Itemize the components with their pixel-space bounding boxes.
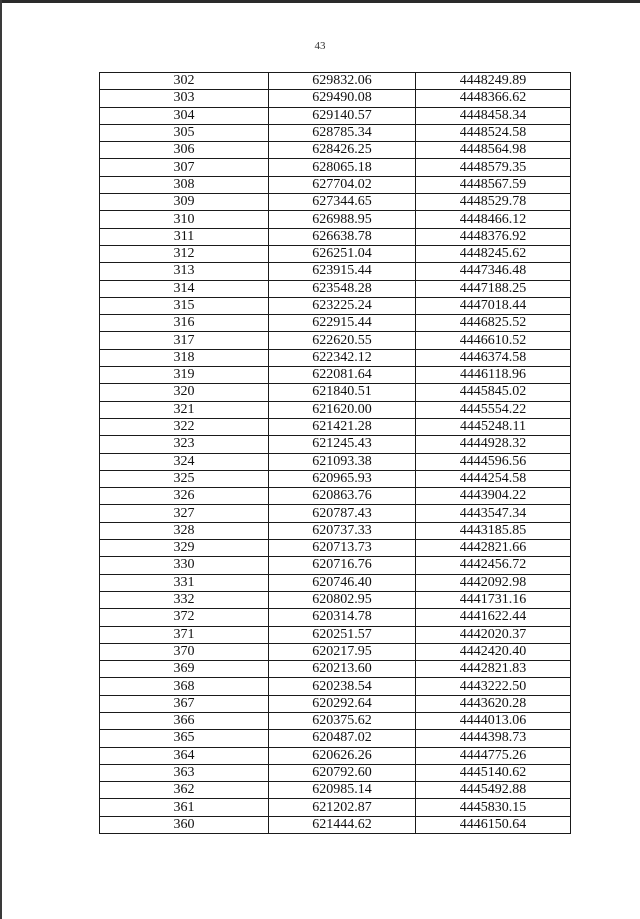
- table-row: [100, 367, 571, 384]
- x-coordinate-cell: 620802.95: [269, 591, 416, 608]
- table-row: [100, 678, 571, 695]
- table-row: [100, 799, 571, 816]
- point-number-cell: 304: [100, 107, 269, 124]
- table-row: [100, 557, 571, 574]
- point-number-cell: 366: [100, 712, 269, 729]
- y-coordinate-cell: 4441731.16: [416, 591, 571, 608]
- x-coordinate-cell: 620713.73: [269, 540, 416, 557]
- y-coordinate-cell: 4444013.06: [416, 712, 571, 729]
- y-coordinate-cell: 4441622.44: [416, 609, 571, 626]
- table-row: [100, 194, 571, 211]
- x-coordinate-cell: 622915.44: [269, 315, 416, 332]
- table-row: [100, 643, 571, 660]
- y-coordinate-cell: 4442420.40: [416, 643, 571, 660]
- y-coordinate-cell: 4444254.58: [416, 470, 571, 487]
- x-coordinate-cell: 620213.60: [269, 661, 416, 678]
- x-coordinate-cell: 622342.12: [269, 349, 416, 366]
- page-number: 43: [314, 40, 326, 52]
- point-number-cell: 324: [100, 453, 269, 470]
- point-number-cell: 365: [100, 730, 269, 747]
- y-coordinate-cell: 4448245.62: [416, 245, 571, 262]
- x-coordinate-cell: 620487.02: [269, 730, 416, 747]
- x-coordinate-cell: 626988.95: [269, 211, 416, 228]
- x-coordinate-cell: 620863.76: [269, 488, 416, 505]
- y-coordinate-cell: 4445845.02: [416, 384, 571, 401]
- x-coordinate-cell: 629832.06: [269, 73, 416, 90]
- x-coordinate-cell: 623915.44: [269, 263, 416, 280]
- table-row: [100, 315, 571, 332]
- x-coordinate-cell: 620746.40: [269, 574, 416, 591]
- table-row: [100, 505, 571, 522]
- table-row: [100, 661, 571, 678]
- table-row: [100, 782, 571, 799]
- x-coordinate-cell: 621093.38: [269, 453, 416, 470]
- point-number-cell: 372: [100, 609, 269, 626]
- y-coordinate-cell: 4445492.88: [416, 782, 571, 799]
- point-number-cell: 368: [100, 678, 269, 695]
- y-coordinate-cell: 4443222.50: [416, 678, 571, 695]
- table-row: [100, 384, 571, 401]
- y-coordinate-cell: 4448564.98: [416, 142, 571, 159]
- point-number-cell: 309: [100, 194, 269, 211]
- y-coordinate-cell: 4446374.58: [416, 349, 571, 366]
- point-number-cell: 329: [100, 540, 269, 557]
- point-number-cell: 310: [100, 211, 269, 228]
- x-coordinate-cell: 622081.64: [269, 367, 416, 384]
- table-row: [100, 453, 571, 470]
- y-coordinate-cell: 4448249.89: [416, 73, 571, 90]
- table-row: [100, 159, 571, 176]
- y-coordinate-cell: 4442092.98: [416, 574, 571, 591]
- table-row: [100, 176, 571, 193]
- point-number-cell: 306: [100, 142, 269, 159]
- y-coordinate-cell: 4447018.44: [416, 297, 571, 314]
- x-coordinate-cell: 621444.62: [269, 816, 416, 833]
- x-coordinate-cell: 622620.55: [269, 332, 416, 349]
- table-row: [100, 332, 571, 349]
- point-number-cell: 331: [100, 574, 269, 591]
- y-coordinate-cell: 4444775.26: [416, 747, 571, 764]
- y-coordinate-cell: 4442821.66: [416, 540, 571, 557]
- point-number-cell: 322: [100, 418, 269, 435]
- x-coordinate-cell: 621620.00: [269, 401, 416, 418]
- table-row: [100, 349, 571, 366]
- table-row: [100, 488, 571, 505]
- point-number-cell: 303: [100, 90, 269, 107]
- x-coordinate-cell: 620792.60: [269, 764, 416, 781]
- point-number-cell: 307: [100, 159, 269, 176]
- table-row: [100, 540, 571, 557]
- table-row: [100, 90, 571, 107]
- point-number-cell: 325: [100, 470, 269, 487]
- table-row: [100, 816, 571, 833]
- x-coordinate-cell: 621421.28: [269, 418, 416, 435]
- table-row: [100, 591, 571, 608]
- point-number-cell: 317: [100, 332, 269, 349]
- y-coordinate-cell: 4448524.58: [416, 124, 571, 141]
- x-coordinate-cell: 629140.57: [269, 107, 416, 124]
- table-row: [100, 263, 571, 280]
- y-coordinate-cell: 4442821.83: [416, 661, 571, 678]
- x-coordinate-cell: 629490.08: [269, 90, 416, 107]
- x-coordinate-cell: 620787.43: [269, 505, 416, 522]
- table-row: [100, 73, 571, 90]
- y-coordinate-cell: 4446825.52: [416, 315, 571, 332]
- table-row: [100, 522, 571, 539]
- table-row: [100, 418, 571, 435]
- x-coordinate-cell: 626251.04: [269, 245, 416, 262]
- y-coordinate-cell: 4448567.59: [416, 176, 571, 193]
- x-coordinate-cell: 620985.14: [269, 782, 416, 799]
- x-coordinate-cell: 620292.64: [269, 695, 416, 712]
- table-row: [100, 436, 571, 453]
- page-left-edge: [0, 0, 2, 919]
- point-number-cell: 315: [100, 297, 269, 314]
- table-row: [100, 730, 571, 747]
- point-number-cell: 360: [100, 816, 269, 833]
- point-number-cell: 369: [100, 661, 269, 678]
- y-coordinate-cell: 4445554.22: [416, 401, 571, 418]
- point-number-cell: 370: [100, 643, 269, 660]
- y-coordinate-cell: 4443185.85: [416, 522, 571, 539]
- table-row: [100, 712, 571, 729]
- point-number-cell: 362: [100, 782, 269, 799]
- y-coordinate-cell: 4444596.56: [416, 453, 571, 470]
- x-coordinate-cell: 628065.18: [269, 159, 416, 176]
- x-coordinate-cell: 620238.54: [269, 678, 416, 695]
- y-coordinate-cell: 4446150.64: [416, 816, 571, 833]
- y-coordinate-cell: 4443547.34: [416, 505, 571, 522]
- x-coordinate-cell: 626638.78: [269, 228, 416, 245]
- x-coordinate-cell: 620737.33: [269, 522, 416, 539]
- point-number-cell: 326: [100, 488, 269, 505]
- y-coordinate-cell: 4445830.15: [416, 799, 571, 816]
- table-row: [100, 280, 571, 297]
- point-number-cell: 371: [100, 626, 269, 643]
- point-number-cell: 311: [100, 228, 269, 245]
- point-number-cell: 332: [100, 591, 269, 608]
- table-row: [100, 124, 571, 141]
- y-coordinate-cell: 4447188.25: [416, 280, 571, 297]
- y-coordinate-cell: 4445248.11: [416, 418, 571, 435]
- point-number-cell: 312: [100, 245, 269, 262]
- point-number-cell: 367: [100, 695, 269, 712]
- y-coordinate-cell: 4443620.28: [416, 695, 571, 712]
- point-number-cell: 361: [100, 799, 269, 816]
- y-coordinate-cell: 4445140.62: [416, 764, 571, 781]
- x-coordinate-cell: 620217.95: [269, 643, 416, 660]
- y-coordinate-cell: 4443904.22: [416, 488, 571, 505]
- table-row: [100, 401, 571, 418]
- x-coordinate-cell: 623548.28: [269, 280, 416, 297]
- table-row: [100, 470, 571, 487]
- table-row: [100, 747, 571, 764]
- x-coordinate-cell: 620716.76: [269, 557, 416, 574]
- point-number-cell: 330: [100, 557, 269, 574]
- table-row: [100, 228, 571, 245]
- point-number-cell: 320: [100, 384, 269, 401]
- x-coordinate-cell: 621245.43: [269, 436, 416, 453]
- table-row: [100, 245, 571, 262]
- point-number-cell: 316: [100, 315, 269, 332]
- point-number-cell: 313: [100, 263, 269, 280]
- y-coordinate-cell: 4448579.35: [416, 159, 571, 176]
- point-number-cell: 363: [100, 764, 269, 781]
- point-number-cell: 327: [100, 505, 269, 522]
- table-row: [100, 695, 571, 712]
- y-coordinate-cell: 4442456.72: [416, 557, 571, 574]
- y-coordinate-cell: 4444398.73: [416, 730, 571, 747]
- y-coordinate-cell: 4448366.62: [416, 90, 571, 107]
- x-coordinate-cell: 620375.62: [269, 712, 416, 729]
- coordinates-table-body: [100, 73, 571, 834]
- x-coordinate-cell: 627344.65: [269, 194, 416, 211]
- y-coordinate-cell: 4442020.37: [416, 626, 571, 643]
- y-coordinate-cell: 4446610.52: [416, 332, 571, 349]
- point-number-cell: 323: [100, 436, 269, 453]
- table-row: [100, 609, 571, 626]
- point-number-cell: 318: [100, 349, 269, 366]
- point-number-cell: 364: [100, 747, 269, 764]
- table-row: [100, 626, 571, 643]
- y-coordinate-cell: 4448466.12: [416, 211, 571, 228]
- table-row: [100, 142, 571, 159]
- point-number-cell: 305: [100, 124, 269, 141]
- x-coordinate-cell: 628785.34: [269, 124, 416, 141]
- point-number-cell: 321: [100, 401, 269, 418]
- point-number-cell: 302: [100, 73, 269, 90]
- y-coordinate-cell: 4444928.32: [416, 436, 571, 453]
- point-number-cell: 319: [100, 367, 269, 384]
- point-number-cell: 328: [100, 522, 269, 539]
- x-coordinate-cell: 628426.25: [269, 142, 416, 159]
- table-row: [100, 764, 571, 781]
- table-row: [100, 574, 571, 591]
- x-coordinate-cell: 620251.57: [269, 626, 416, 643]
- x-coordinate-cell: 627704.02: [269, 176, 416, 193]
- point-number-cell: 314: [100, 280, 269, 297]
- x-coordinate-cell: 621202.87: [269, 799, 416, 816]
- y-coordinate-cell: 4447346.48: [416, 263, 571, 280]
- x-coordinate-cell: 623225.24: [269, 297, 416, 314]
- page-top-edge: [0, 0, 640, 3]
- point-number-cell: 308: [100, 176, 269, 193]
- coordinates-table: [99, 72, 571, 834]
- y-coordinate-cell: 4446118.96: [416, 367, 571, 384]
- x-coordinate-cell: 620965.93: [269, 470, 416, 487]
- x-coordinate-cell: 621840.51: [269, 384, 416, 401]
- table-row: [100, 211, 571, 228]
- table-row: [100, 297, 571, 314]
- y-coordinate-cell: 4448529.78: [416, 194, 571, 211]
- y-coordinate-cell: 4448376.92: [416, 228, 571, 245]
- x-coordinate-cell: 620626.26: [269, 747, 416, 764]
- x-coordinate-cell: 620314.78: [269, 609, 416, 626]
- table-row: [100, 107, 571, 124]
- y-coordinate-cell: 4448458.34: [416, 107, 571, 124]
